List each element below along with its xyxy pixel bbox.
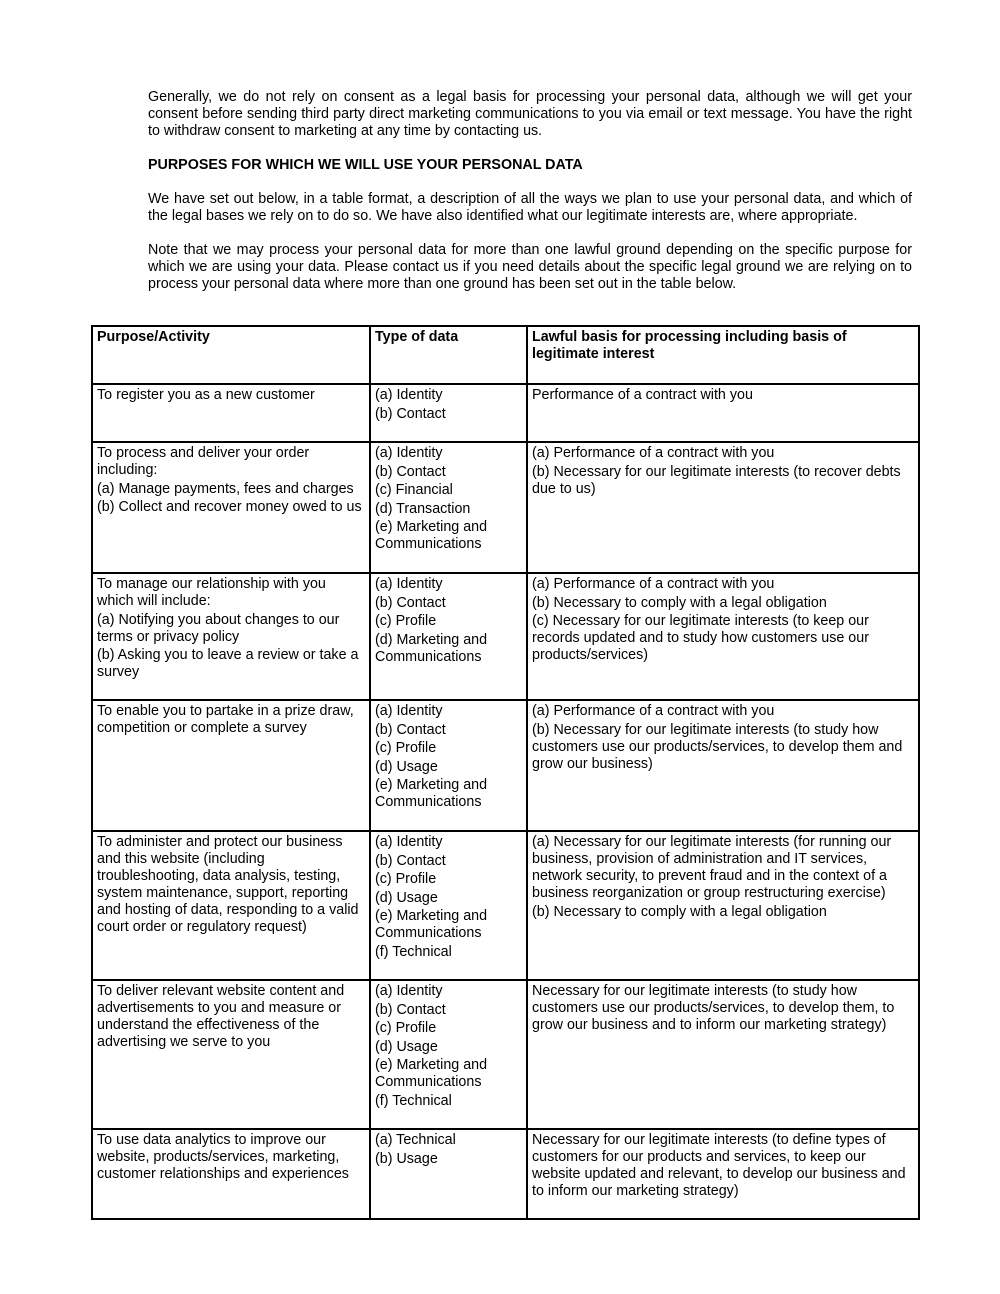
purpose-line: To deliver relevant website content and advertisements to you and measure or understand the effectiveness of the advertising we serve to you (97, 983, 345, 1050)
purpose-line: To process and deliver your order including: (97, 445, 310, 478)
table-row (92, 384, 919, 442)
purpose-line: To manage our relationship with you which will include: (97, 576, 326, 609)
basis-line: (a) Necessary for our legitimate interests (for running our business, provision of administration and IT services, network security, to prevent fraud and in the context of a business reorganization or group restructuring exercise) (532, 834, 892, 901)
purpose-line: To use data analytics to improve our website, products/services, marketing, customer relationships and experiences (97, 1132, 349, 1182)
basis-cell (527, 573, 919, 700)
type-line: (e) Marketing and Communications (375, 908, 488, 941)
basis-line: (c) Necessary for our legitimate interests (to keep our records updated and to study how customers use our products/services) (532, 613, 869, 663)
basis-line: (a) Performance of a contract with you (532, 576, 775, 592)
type-line: (a) Identity (375, 703, 443, 719)
table-intro-paragraph: We have set out below, in a table format, a description of all the ways we plan to use your personal data, and which of the legal bases we rely on to do so. We have also identified what our legitimate interests are, where appropriate. (148, 191, 912, 224)
section-heading: PURPOSES FOR WHICH WE WILL USE YOUR PERSONAL DATA (148, 157, 583, 173)
basis-cell (527, 980, 919, 1129)
basis-cell (527, 700, 919, 831)
purpose-cell (92, 442, 370, 573)
purpose-line: (b) Asking you to leave a review or take a survey (97, 647, 359, 680)
header-type-of-data: Type of data (370, 326, 527, 384)
type-cell (370, 442, 527, 573)
basis-line: Necessary for our legitimate interests (to define types of customers for our products and services, to keep our website updated and relevant, to develop our business and to inform our marketing strategy) (532, 1132, 906, 1199)
purpose-line: (a) Notifying you about changes to our terms or privacy policy (97, 611, 340, 645)
type-cell (370, 1129, 527, 1219)
basis-line: (b) Necessary to comply with a legal obligation (532, 594, 827, 611)
table-row (92, 1129, 919, 1219)
type-line: (d) Transaction (375, 500, 471, 517)
purpose-cell (92, 831, 370, 980)
basis-line: (a) Performance of a contract with you (532, 445, 775, 461)
type-line: (d) Marketing and Communications (375, 631, 488, 665)
basis-line: Necessary for our legitimate interests (to study how customers use our products/services, to develop them, to grow our business and to inform our marketing strategy) (532, 983, 895, 1033)
basis-cell (527, 384, 919, 442)
basis-cell (527, 831, 919, 980)
purpose-line: (b) Collect and recover money owed to us (97, 499, 362, 515)
purpose-cell (92, 980, 370, 1129)
purpose-line: To administer and protect our business and this website (including troubleshooting, data analysis, testing, system maintenance, support, reporting and hosting of data, responding to a valid court order or regulatory request) (97, 834, 359, 935)
type-line: (b) Contact (375, 594, 446, 611)
type-line: (e) Marketing and Communications (375, 1057, 488, 1090)
purpose-line: To enable you to partake in a prize draw, competition or complete a survey (97, 703, 354, 736)
basis-line: Performance of a contract with you (532, 387, 753, 403)
type-line: (c) Profile (375, 871, 437, 887)
header-purpose-activity: Purpose/Activity (92, 326, 370, 384)
document-body (148, 89, 912, 310)
table-header-row (92, 326, 919, 384)
type-line: (e) Marketing and Communications (375, 519, 488, 552)
type-line: (d) Usage (375, 889, 438, 906)
type-line: (d) Usage (375, 758, 438, 775)
type-line: (a) Technical (375, 1132, 456, 1148)
type-line: (c) Profile (375, 740, 437, 756)
type-cell (370, 831, 527, 980)
type-line: (a) Identity (375, 445, 443, 461)
type-line: (b) Usage (375, 1150, 438, 1167)
purpose-line: To register you as a new customer (97, 387, 315, 403)
type-cell (370, 384, 527, 442)
type-line: (d) Usage (375, 1038, 438, 1055)
type-line: (b) Contact (375, 721, 446, 738)
table-row (92, 442, 919, 573)
type-line: (b) Contact (375, 1001, 446, 1018)
type-line: (c) Financial (375, 482, 453, 498)
header-lawful-basis: Lawful basis for processing including basis of legitimate interest (527, 326, 919, 384)
consent-paragraph: Generally, we do not rely on consent as a legal basis for processing your personal data, although we will get your consent before sending third party direct marketing communications to you via email or text message. You have the right to withdraw consent to marketing at any time by contacting us. (148, 89, 912, 139)
type-line: (c) Profile (375, 613, 437, 629)
type-line: (c) Profile (375, 1020, 437, 1036)
type-line: (a) Identity (375, 983, 443, 999)
purpose-cell (92, 573, 370, 700)
lawful-ground-note-paragraph: Note that we may process your personal data for more than one lawful ground depending on the specific purpose for which we are using your data. Please contact us if you need details about the specific legal ground we are relying on to process your personal data where more than one ground has been set out in the table below. (148, 242, 912, 292)
purpose-line: (a) Manage payments, fees and charges (97, 480, 354, 497)
type-line: (b) Contact (375, 852, 446, 869)
table-row (92, 700, 919, 831)
type-line: (a) Identity (375, 387, 443, 403)
basis-line: (b) Necessary for our legitimate interests (to recover debts due to us) (532, 463, 901, 497)
type-line: (b) Contact (375, 463, 446, 480)
purpose-cell (92, 700, 370, 831)
basis-cell (527, 442, 919, 573)
type-cell (370, 573, 527, 700)
purpose-cell (92, 384, 370, 442)
type-cell (370, 980, 527, 1129)
basis-line: (b) Necessary for our legitimate interests (to study how customers use our products/services, to develop them and grow our business) (532, 721, 903, 772)
basis-line: (b) Necessary to comply with a legal obligation (532, 903, 827, 920)
type-line: (f) Technical (375, 1092, 452, 1109)
purposes-table (91, 325, 920, 1220)
type-line: (a) Identity (375, 834, 443, 850)
basis-line: (a) Performance of a contract with you (532, 703, 775, 719)
type-line: (a) Identity (375, 576, 443, 592)
type-line: (b) Contact (375, 405, 446, 422)
purpose-cell (92, 1129, 370, 1219)
table-row (92, 573, 919, 700)
type-line: (e) Marketing and Communications (375, 777, 488, 810)
basis-cell (527, 1129, 919, 1219)
table-row (92, 980, 919, 1129)
type-cell (370, 700, 527, 831)
table-row (92, 831, 919, 980)
type-line: (f) Technical (375, 943, 452, 960)
